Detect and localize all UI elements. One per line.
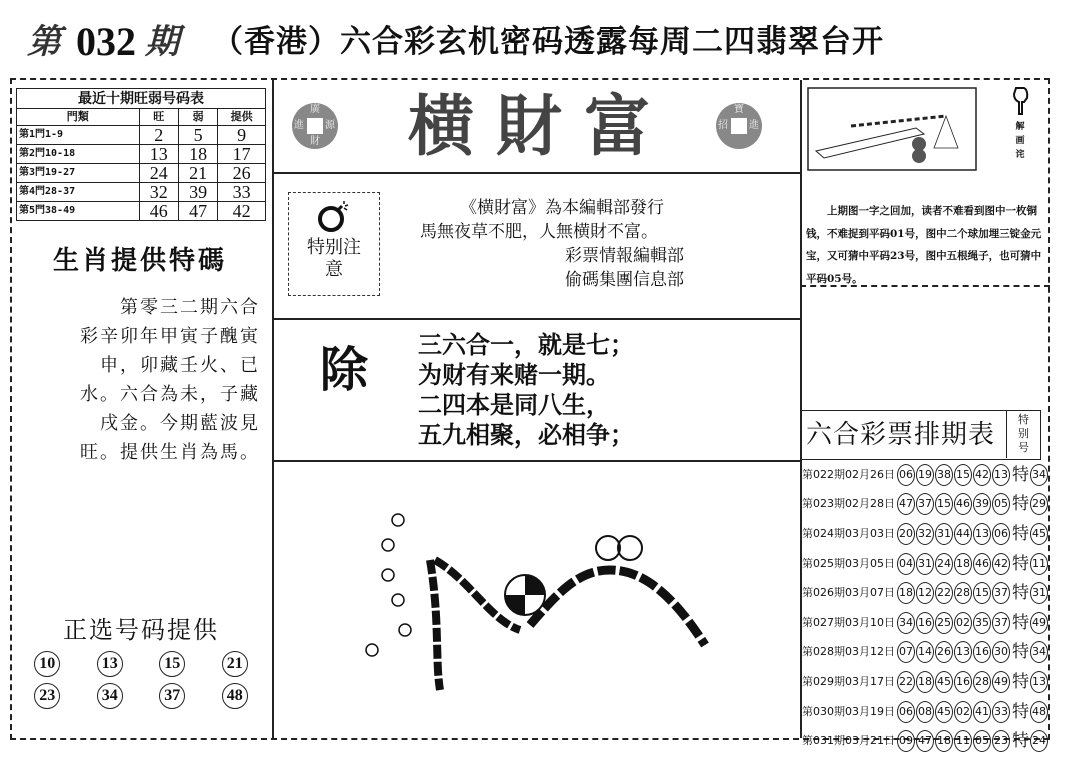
riddle-line: 三六合一，就是七； <box>418 330 634 359</box>
draw-number: 38 <box>935 464 953 486</box>
draw-number: 12 <box>916 582 934 604</box>
draw-number: 06 <box>897 701 915 723</box>
draw-number: 06 <box>992 523 1010 545</box>
draw-row <box>802 726 1049 756</box>
draw-number: 18 <box>897 582 915 604</box>
draw-number: 41 <box>973 701 991 723</box>
puzzle-label-text: 解画诧 <box>1015 122 1025 160</box>
draw-number: 34 <box>897 612 915 634</box>
draw-number: 31 <box>916 553 934 575</box>
special-mark: 特 <box>1012 671 1029 692</box>
table-cell: 26 <box>218 164 266 183</box>
draw-cell <box>802 608 1049 638</box>
draw-label: 第027期03月10日 <box>802 615 895 629</box>
coin-char: 進 <box>294 120 304 131</box>
zodiac-line: 彩辛卯年甲寅子醜寅 <box>80 326 260 347</box>
table-row <box>17 202 266 221</box>
coin-char: 財 <box>310 136 320 147</box>
riddle-text <box>418 330 634 450</box>
column-header: 提供 <box>218 109 266 126</box>
draw-label: 第026期03月07日 <box>802 586 895 600</box>
coin-right-icon <box>716 103 762 149</box>
zodiac-line: 第零三二期六合 <box>120 297 260 318</box>
special-number: 24 <box>1030 730 1048 752</box>
table-cell: 46 <box>139 202 178 221</box>
table-cell: 17 <box>218 145 266 164</box>
zodiac-line: 水。六合為未，子藏 <box>80 384 260 405</box>
headline: （香港）六合彩玄机密码透露每周二四翡翠台开 <box>212 24 884 60</box>
pointing-hand-icon <box>1010 86 1030 116</box>
notice-line: 偷碼集團信息部 <box>565 270 684 290</box>
notice-text <box>410 196 780 292</box>
special-mark: 特 <box>1012 583 1029 604</box>
draw-number: 42 <box>973 464 991 486</box>
zodiac-line: 申，卯藏壬火、已 <box>100 355 260 376</box>
table-cell: 第5門38-49 <box>17 202 140 221</box>
special-number: 13 <box>1030 671 1048 693</box>
draw-cell <box>802 460 1049 490</box>
bomb-icon <box>317 199 351 233</box>
draw-number: 22 <box>935 582 953 604</box>
issue-prefix: 第 <box>24 22 70 62</box>
pick-number: 15 <box>159 651 185 677</box>
draw-number: 46 <box>973 553 991 575</box>
table-cell: 9 <box>218 126 266 145</box>
special-number: 45 <box>1030 523 1048 545</box>
draw-number: 30 <box>992 641 1010 663</box>
draw-cell <box>802 726 1049 756</box>
coin-char: 進 <box>749 120 759 131</box>
draw-number: 13 <box>992 464 1010 486</box>
draw-number: 35 <box>973 612 991 634</box>
draw-number: 19 <box>916 464 934 486</box>
table-row <box>17 145 266 164</box>
table-cell: 24 <box>139 164 178 183</box>
zodiac-section <box>20 245 260 467</box>
page-header <box>24 12 884 72</box>
draw-number: 24 <box>935 553 953 575</box>
notice-line: 《横財富》為本編輯部發行 <box>460 198 664 218</box>
draw-label: 第025期03月05日 <box>802 556 895 570</box>
divider <box>272 172 800 174</box>
draw-label: 第022期02月26日 <box>802 467 895 481</box>
column-header: 弱 <box>178 109 217 126</box>
pick-number: 21 <box>222 651 248 677</box>
draw-number: 02 <box>954 612 972 634</box>
draw-cell <box>802 667 1049 697</box>
draw-number: 37 <box>992 582 1010 604</box>
picks-title: 正选号码提供 <box>63 616 219 644</box>
draw-number: 13 <box>954 641 972 663</box>
draw-cell <box>802 578 1049 608</box>
draw-number: 22 <box>897 671 915 693</box>
picks-section <box>16 615 266 709</box>
draw-number: 14 <box>916 641 934 663</box>
coin-left-icon <box>292 103 338 149</box>
special-number: 29 <box>1030 493 1048 515</box>
table-row <box>17 183 266 202</box>
special-mark: 特 <box>1012 494 1029 515</box>
special-number: 34 <box>1030 641 1048 663</box>
draw-number: 02 <box>954 701 972 723</box>
draw-row <box>802 578 1049 608</box>
pick-number: 13 <box>97 651 123 677</box>
draw-number: 31 <box>935 523 953 545</box>
column-header: 旺 <box>139 109 178 126</box>
special-mark: 特 <box>1012 523 1029 544</box>
draw-number: 08 <box>916 701 934 723</box>
issue-suffix: 期 <box>142 22 188 62</box>
draw-number: 18 <box>954 553 972 575</box>
draw-number: 04 <box>897 553 915 575</box>
puzzle-text: 上期图一字之回加，读者不难看到图中一枚铜钱，不难捉到平码01号，图中二个球加埋三锭金元宝，又可猜中平码23号，图中五根绳子，也可猜中平码05号。 <box>806 205 1042 285</box>
draw-number: 37 <box>992 612 1010 634</box>
draw-number: 07 <box>897 641 915 663</box>
column-header: 門類 <box>17 109 140 126</box>
draw-number: 45 <box>935 671 953 693</box>
special-number: 49 <box>1030 612 1048 634</box>
riddle-line: 五九相聚，必相争； <box>418 420 634 449</box>
table-cell: 13 <box>139 145 178 164</box>
riddle-line: 二四本是同八生， <box>418 390 610 419</box>
table-cell: 32 <box>139 183 178 202</box>
draw-label: 第030期03月19日 <box>802 704 895 718</box>
draw-number: 05 <box>973 730 991 752</box>
draw-number: 15 <box>954 464 972 486</box>
draw-label: 第024期03月03日 <box>802 526 895 540</box>
draw-number: 47 <box>897 493 915 515</box>
masthead-title: 横財富 <box>408 87 672 165</box>
table-cell: 39 <box>178 183 217 202</box>
draw-row <box>802 608 1049 638</box>
draw-number: 11 <box>954 730 972 752</box>
draw-row <box>802 460 1049 490</box>
special-number: 34 <box>1030 464 1048 486</box>
draw-row <box>802 490 1049 520</box>
zodiac-line: 戌金。今期藍波見 <box>100 413 260 434</box>
draw-row <box>802 519 1049 549</box>
notice-line: 馬無夜草不肥，人無横財不富。 <box>420 222 658 242</box>
table-cell: 42 <box>218 202 266 221</box>
pick-number: 48 <box>222 683 248 709</box>
special-mark: 特 <box>1012 731 1029 752</box>
table-cell: 第2門10-18 <box>17 145 140 164</box>
draw-number: 46 <box>954 493 972 515</box>
draw-number: 32 <box>916 523 934 545</box>
draw-row <box>802 549 1049 579</box>
hot-cold-table <box>16 88 266 221</box>
table-cell: 47 <box>178 202 217 221</box>
pick-number: 23 <box>34 683 60 709</box>
notice-line: 彩票情報編輯部 <box>565 246 684 266</box>
draw-cell <box>802 490 1049 520</box>
badge-text: 特别注意 <box>307 237 361 280</box>
pick-number: 37 <box>159 683 185 709</box>
divider <box>272 460 800 462</box>
special-number: 48 <box>1030 701 1048 723</box>
draw-label: 第031期03月21日 <box>802 734 895 748</box>
draw-number: 06 <box>897 464 915 486</box>
table-row <box>17 126 266 145</box>
notice-badge <box>288 192 380 296</box>
special-mark: 特 <box>1012 701 1029 722</box>
coin-char: 廣 <box>310 104 320 115</box>
special-number: 11 <box>1030 553 1048 575</box>
draw-number: 09 <box>897 730 915 752</box>
riddle-big-char: 除 <box>320 342 369 398</box>
draw-number: 15 <box>935 493 953 515</box>
draw-label: 第023期02月28日 <box>802 497 895 511</box>
draw-number: 16 <box>973 641 991 663</box>
coin-char: 源 <box>325 120 335 131</box>
issue-number: 032 <box>76 19 136 64</box>
table-row <box>17 164 266 183</box>
special-mark: 特 <box>1012 464 1029 485</box>
table-cell: 21 <box>178 164 217 183</box>
table-cell: 第1門1-9 <box>17 126 140 145</box>
table-cell: 5 <box>178 126 217 145</box>
draw-number: 47 <box>916 730 934 752</box>
draw-number: 13 <box>973 523 991 545</box>
special-mark: 特 <box>1012 612 1029 633</box>
table-cell: 第3門19-27 <box>17 164 140 183</box>
special-mark: 特 <box>1012 642 1029 663</box>
draw-cell <box>802 549 1049 579</box>
draw-number: 16 <box>954 671 972 693</box>
draw-number: 28 <box>973 671 991 693</box>
table-cell: 第4門28-37 <box>17 183 140 202</box>
special-header: 特别号 <box>1006 411 1040 458</box>
draw-cell <box>802 638 1049 668</box>
pick-number: 10 <box>34 651 60 677</box>
draw-row <box>802 667 1049 697</box>
puzzle-illustration <box>806 86 978 172</box>
draw-number: 28 <box>954 582 972 604</box>
draws-header <box>801 410 1041 460</box>
draw-cell <box>802 697 1049 727</box>
draw-row <box>802 697 1049 727</box>
table-cell: 18 <box>178 145 217 164</box>
draw-number: 45 <box>935 701 953 723</box>
coin-char: 寶 <box>734 104 744 115</box>
draw-number: 37 <box>916 493 934 515</box>
draw-cell <box>802 519 1049 549</box>
draw-number: 26 <box>935 641 953 663</box>
draw-number: 16 <box>916 612 934 634</box>
draw-label: 第029期03月17日 <box>802 674 895 688</box>
draw-number: 25 <box>935 612 953 634</box>
draw-number: 18 <box>935 730 953 752</box>
divider <box>272 318 800 320</box>
draw-number: 05 <box>992 493 1010 515</box>
table-cell: 2 <box>139 126 178 145</box>
draw-row <box>802 638 1049 668</box>
draws-title: 六合彩票排期表 <box>806 420 996 450</box>
table-title: 最近十期旺弱号码表 <box>17 89 266 109</box>
riddle-line: 为财有来赌一期。 <box>418 360 610 389</box>
draw-number: 18 <box>916 671 934 693</box>
draw-number: 49 <box>992 671 1010 693</box>
riddle-illustration <box>340 500 720 700</box>
special-number: 31 <box>1030 582 1048 604</box>
divider <box>272 80 274 738</box>
draw-number: 42 <box>992 553 1010 575</box>
draw-number: 15 <box>973 582 991 604</box>
puzzle-label <box>1005 86 1035 162</box>
draw-number: 44 <box>954 523 972 545</box>
draw-number: 20 <box>897 523 915 545</box>
draw-number: 23 <box>992 730 1010 752</box>
draw-number: 33 <box>992 701 1010 723</box>
coin-char: 招 <box>718 120 728 131</box>
zodiac-line: 旺。提供生肖為馬。 <box>80 442 260 463</box>
draws-table <box>802 460 1049 756</box>
zodiac-title: 生肖提供特碼 <box>52 246 227 276</box>
draw-label: 第028期03月12日 <box>802 645 895 659</box>
pick-number: 34 <box>97 683 123 709</box>
draw-number: 39 <box>973 493 991 515</box>
table-cell: 33 <box>218 183 266 202</box>
special-mark: 特 <box>1012 553 1029 574</box>
